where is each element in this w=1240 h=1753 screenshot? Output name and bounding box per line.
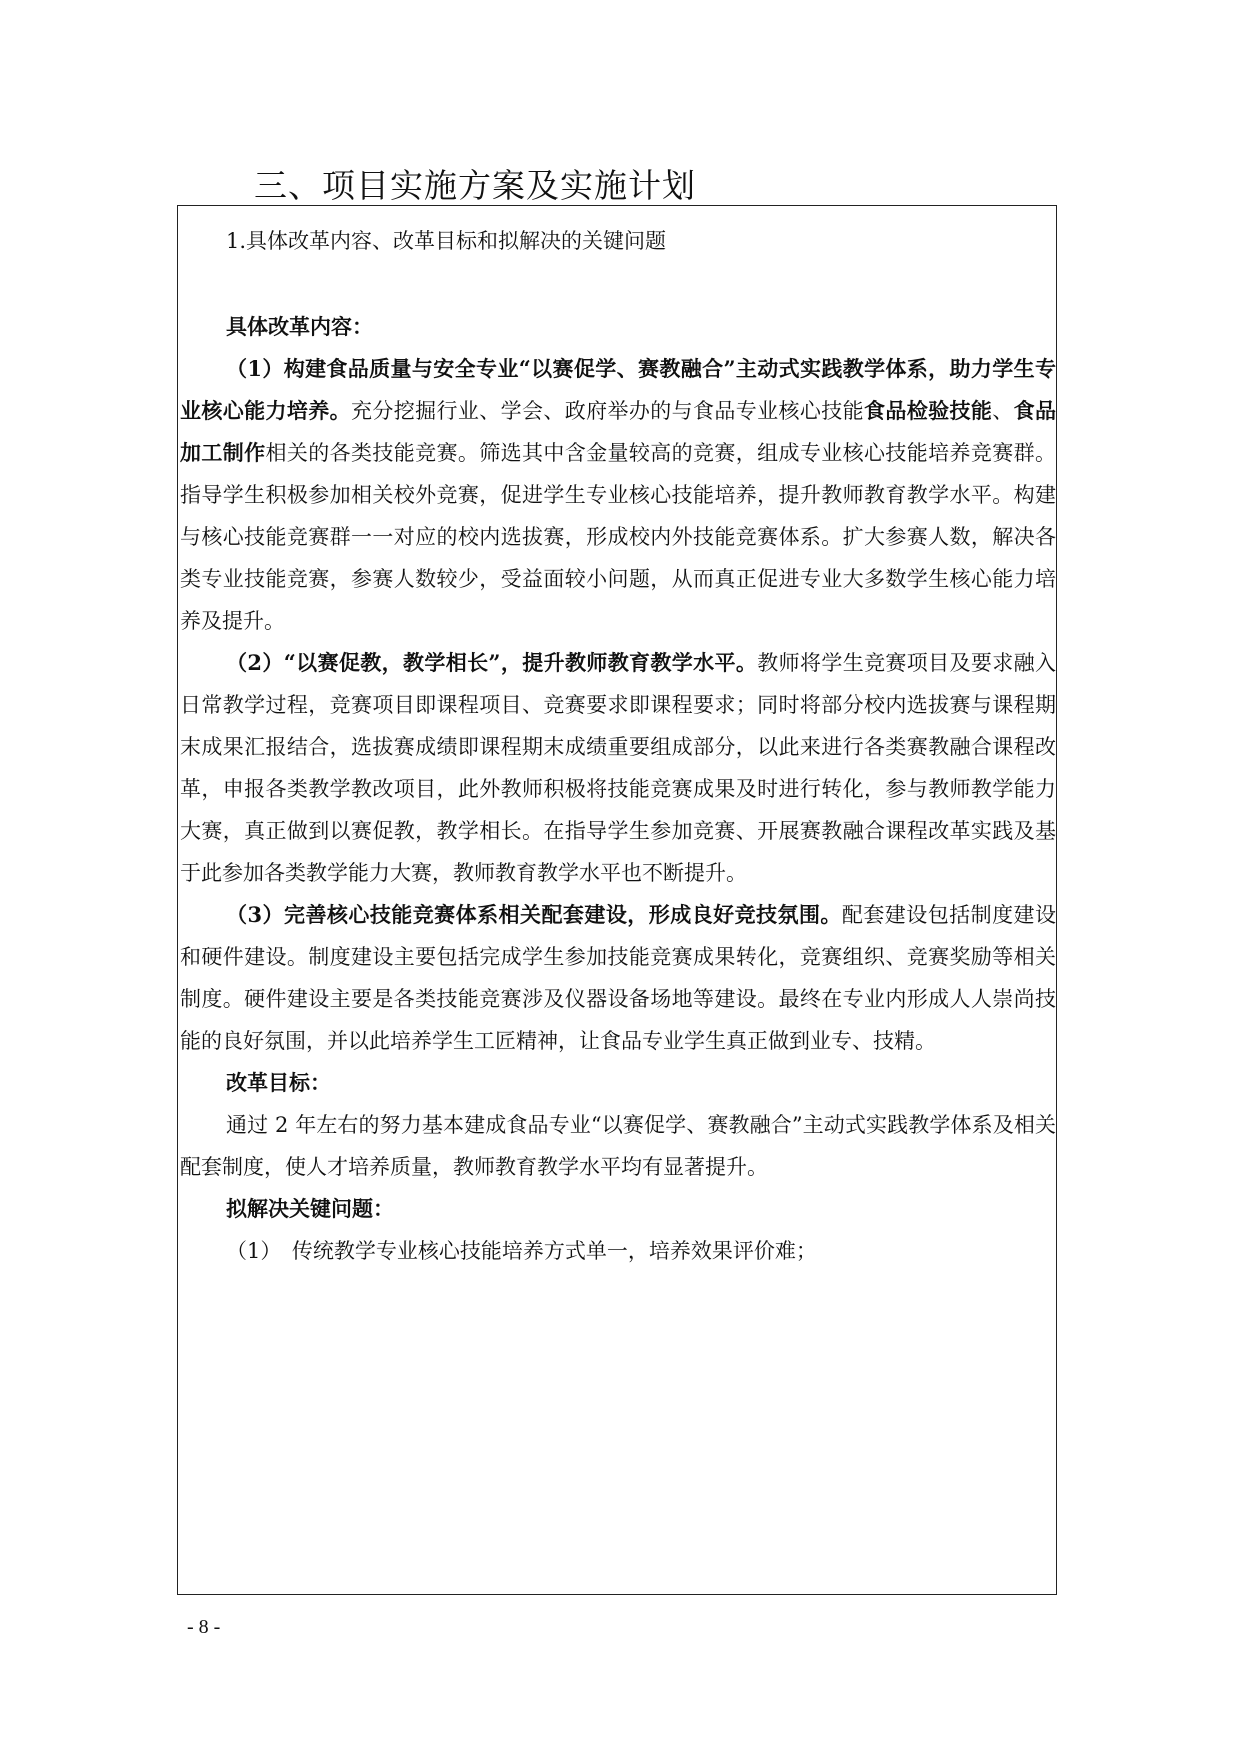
p1-heading: （1）构建食品质量与安全专业“以赛促学、赛教融合”主动式实践教学体系，助力学生专业核心能力培养。 <box>180 356 1056 423</box>
key-issue-1: （1） 传统教学专业核心技能培养方式单一，培养效果评价难； <box>226 1239 817 1263</box>
intro-line: 1.具体改革内容、改革目标和拟解决的关键问题 <box>226 229 667 253</box>
page-number: - 8 - <box>187 1616 221 1638</box>
p3-heading: （3）完善核心技能竞赛体系相关配套建设，形成良好竞技氛围。 <box>226 902 842 927</box>
p1-bold-skill-2: 食品加工制作 <box>180 398 1056 465</box>
key-issues-heading: 拟解决关键问题： <box>226 1196 394 1221</box>
p1-text-e: 相关的各类技能竞赛。筛选其中含金量较高的竞赛，组成专业核心技能培养竞赛群。指导学生积极参加相关校外竞赛，促进学生专业核心技能培养，提升教师教育教学水平。构建与核心技能竞赛群一一对应的校内选拔赛，形成校内外技能竞赛体系。扩大参赛人数，解决各类专业技能竞赛，参赛人数较少，受益面较小问题，从而真正促进专业大多数学生核心能力培养及提升。 <box>180 441 1056 633</box>
paragraph-1 <box>180 348 1056 642</box>
p3-text: 配套建设包括制度建设和硬件建设。制度建设主要包括完成学生参加技能竞赛成果转化，竞赛组织、竞赛奖励等相关制度。硬件建设主要是各类技能竞赛涉及仪器设备场地等建设。最终在专业内形成人人崇尚技能的良好氛围，并以此培养学生工匠精神，让食品专业学生真正做到业专、技精。 <box>180 903 1057 1053</box>
spacer <box>180 262 1056 306</box>
goal-text: 通过 2 年左右的努力基本建成食品专业“以赛促学、赛教融合”主动式实践教学体系及相关配套制度，使人才培养质量，教师教育教学水平均有显著提升。 <box>180 1113 1056 1179</box>
p1-text-c: 、 <box>992 399 1014 423</box>
p2-text: 教师将学生竞赛项目及要求融入日常教学过程，竞赛项目即课程项目、竞赛要求即课程要求；同时将部分校内选拔赛与课程期末成果汇报结合，选拔赛成绩即课程期末成绩重要组成部分，以此来进行各类赛教融合课程改革，申报各类教学教改项目，此外教师积极将技能竞赛成果及时进行转化，参与教师教学能力大赛，真正做到以赛促教，教学相长。在指导学生参加竞赛、开展赛教融合课程改革实践及基于此参加各类教学能力大赛，教师教育教学水平也不断提升。 <box>180 651 1056 885</box>
section-title: 三、项目实施方案及实施计划 <box>254 166 696 205</box>
reform-content-heading: 具体改革内容： <box>226 314 373 339</box>
p1-text-a: 充分挖掘行业、学会、政府举办的与食品专业核心技能 <box>351 399 864 423</box>
paragraph-3 <box>180 894 1056 1062</box>
p1-bold-skill-1: 食品检验技能 <box>864 398 993 423</box>
content-body <box>180 220 1056 1272</box>
paragraph-2 <box>180 642 1056 894</box>
goal-heading: 改革目标： <box>226 1070 331 1095</box>
p2-heading: （2）“以赛促教，教学相长”，提升教师教育教学水平。 <box>226 650 758 675</box>
